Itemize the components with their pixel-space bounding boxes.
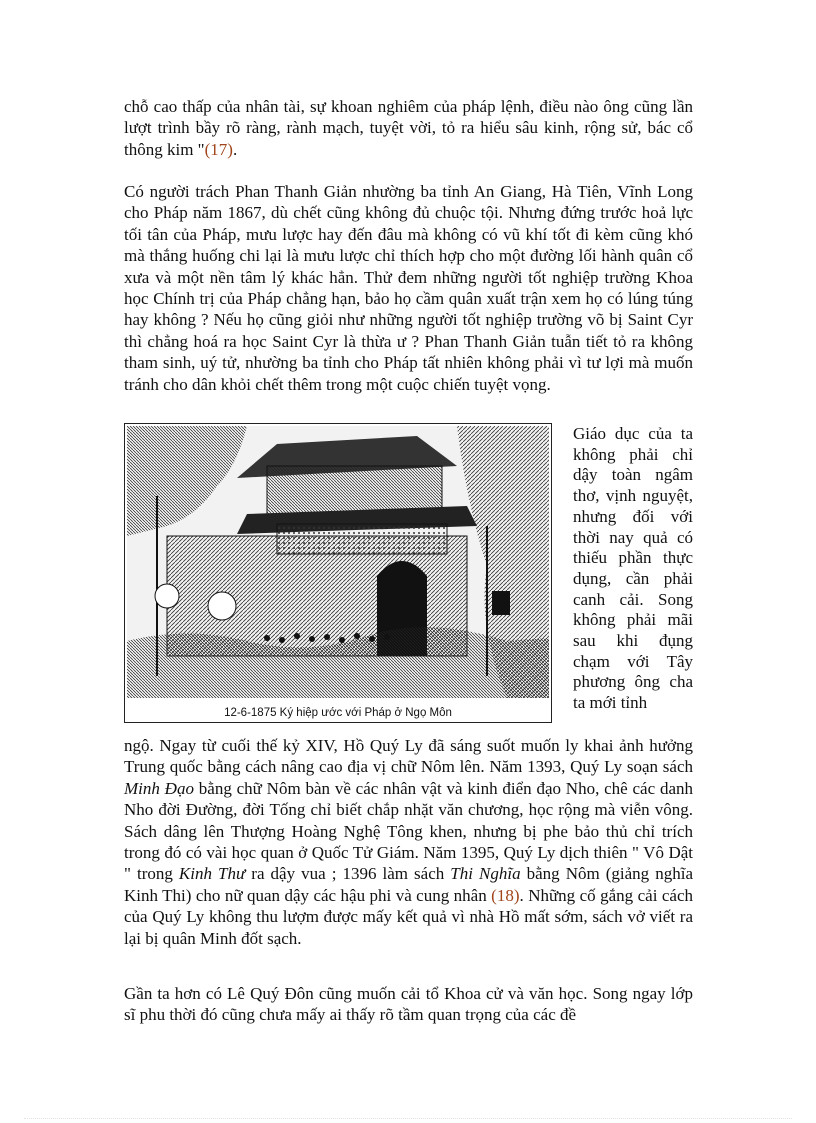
figure-caption: 12-6-1875 Ký hiệp ước với Pháp ở Ngọ Môn xyxy=(224,707,452,719)
footnote-ref-18[interactable]: (18) xyxy=(491,885,520,905)
footnote-ref-17[interactable]: (17) xyxy=(204,139,233,159)
page-bottom-divider xyxy=(24,1118,792,1119)
paragraph-quote-end: chỗ cao thấp của nhân tài, sự khoan nghiêm của pháp lệnh, điều nào ông cũng lần lượt trình bầy rõ ràng, rành mạch, tuyệt vời, tỏ ra hiểu sâu kinh, rộng sử, bác cổ thông kim "(17). xyxy=(124,97,693,159)
paragraph-ho-quy-ly: ngộ. Ngay từ cuối thế kỷ XIV, Hồ Quý Ly đã sáng suốt muốn ly khai ảnh hưởng Trung quốc bằng cách nâng cao địa vị chữ Nôm lên. Năm 1393, Quý Ly soạn sách Minh Đạo bằng chữ Nôm bàn về các nhân vật và kinh điển đạo Nho, chê các danh Nho đời Đường, đời Tống chỉ biết chắp nhặt văn chương, học rộng mà viễn vông. Sách dâng lên Thượng Hoàng Nghệ Tông khen, nhưng bị phe bảo thủ chỉ trích trong đó có vài học quan ở Quốc Tử Giám. Năm 1395, Quý Ly dịch thiên " Vô Dật " trong Kinh Thư ra dậy vua ; 1396 làm sách Thi Nghĩa bằng Nôm (giảng nghĩa Kinh Thi) cho nữ quan dậy các hậu phi và cung nhân (18). Những cố gắng cải cách của Quý Ly không thu lượm được mấy kết quả vì nhà Hồ mất sớm, sách vở viết ra lại bị quân Minh đốt sạch. xyxy=(124,736,693,948)
paragraph-side-text: Giáo dục của ta không phải chỉ dậy toàn ngâm thơ, vịnh nguyệt, nhưng đối với thời nay quả có thiếu phần thực dụng, cần phải canh cải. Song không phải mãi sau khi đụng chạm với Tây phương ông cha ta mới tỉnh xyxy=(573,424,693,713)
book-title-kinh-thu: Kinh Thư xyxy=(178,864,246,884)
book-title-thi-nghia: Thi Nghĩa xyxy=(450,864,521,884)
book-title-minh-dao: Minh Đạo xyxy=(124,778,194,798)
paragraph-phan-thanh-gian: Có người trách Phan Thanh Giản nhường ba tỉnh An Giang, Hà Tiên, Vĩnh Long cho Pháp năm 1867, dù chết cũng không đủ chuộc tội. Nhưng đứng trước hoả lực tối tân của Pháp, mưu lược hay đến đâu mà không có vũ khí tốt đi kèm cũng khó mà thắng huống chi lại là mưu lược chỉ thích hợp cho một đường lối hành quân cổ xưa và một nền tâm lý khác hẳn. Thử đem những người tốt nghiệp trường Khoa học Chính trị của Pháp chẳng hạn, bảo họ cầm quân xuất trận xem họ có lúng túng hay không ? Nếu họ cũng giỏi như những người tốt nghiệp trường võ bị Saint Cyr thì chẳng hoá ra học Saint Cyr là thừa ư ? Phan Thanh Giản tuẫn tiết tỏ ra không tham sinh, uý tử, nhường ba tỉnh cho Pháp tất nhiên không phải vì tư lợi mà muốn tránh cho dân khỏi chết thêm trong một cuộc chiến tuyệt vọng. xyxy=(124,182,693,394)
paragraph-text: chỗ cao thấp của nhân tài, sự khoan nghiêm của pháp lệnh, điều nào ông cũng lần lượt trình bầy rõ ràng, rành mạch, tuyệt vời, tỏ ra hiểu sâu kinh, rộng sử, bác cổ thông kim " xyxy=(124,97,693,159)
ngo-mon-engraving xyxy=(127,426,549,698)
historical-illustration xyxy=(124,423,552,723)
paragraph-le-quy-don: Gần ta hơn có Lê Quý Đôn cũng muốn cải tổ Khoa cử và văn học. Song ngay lớp sĩ phu thời đó cũng chưa mấy ai thấy rõ tầm quan trọng của các đề xyxy=(124,984,693,1025)
